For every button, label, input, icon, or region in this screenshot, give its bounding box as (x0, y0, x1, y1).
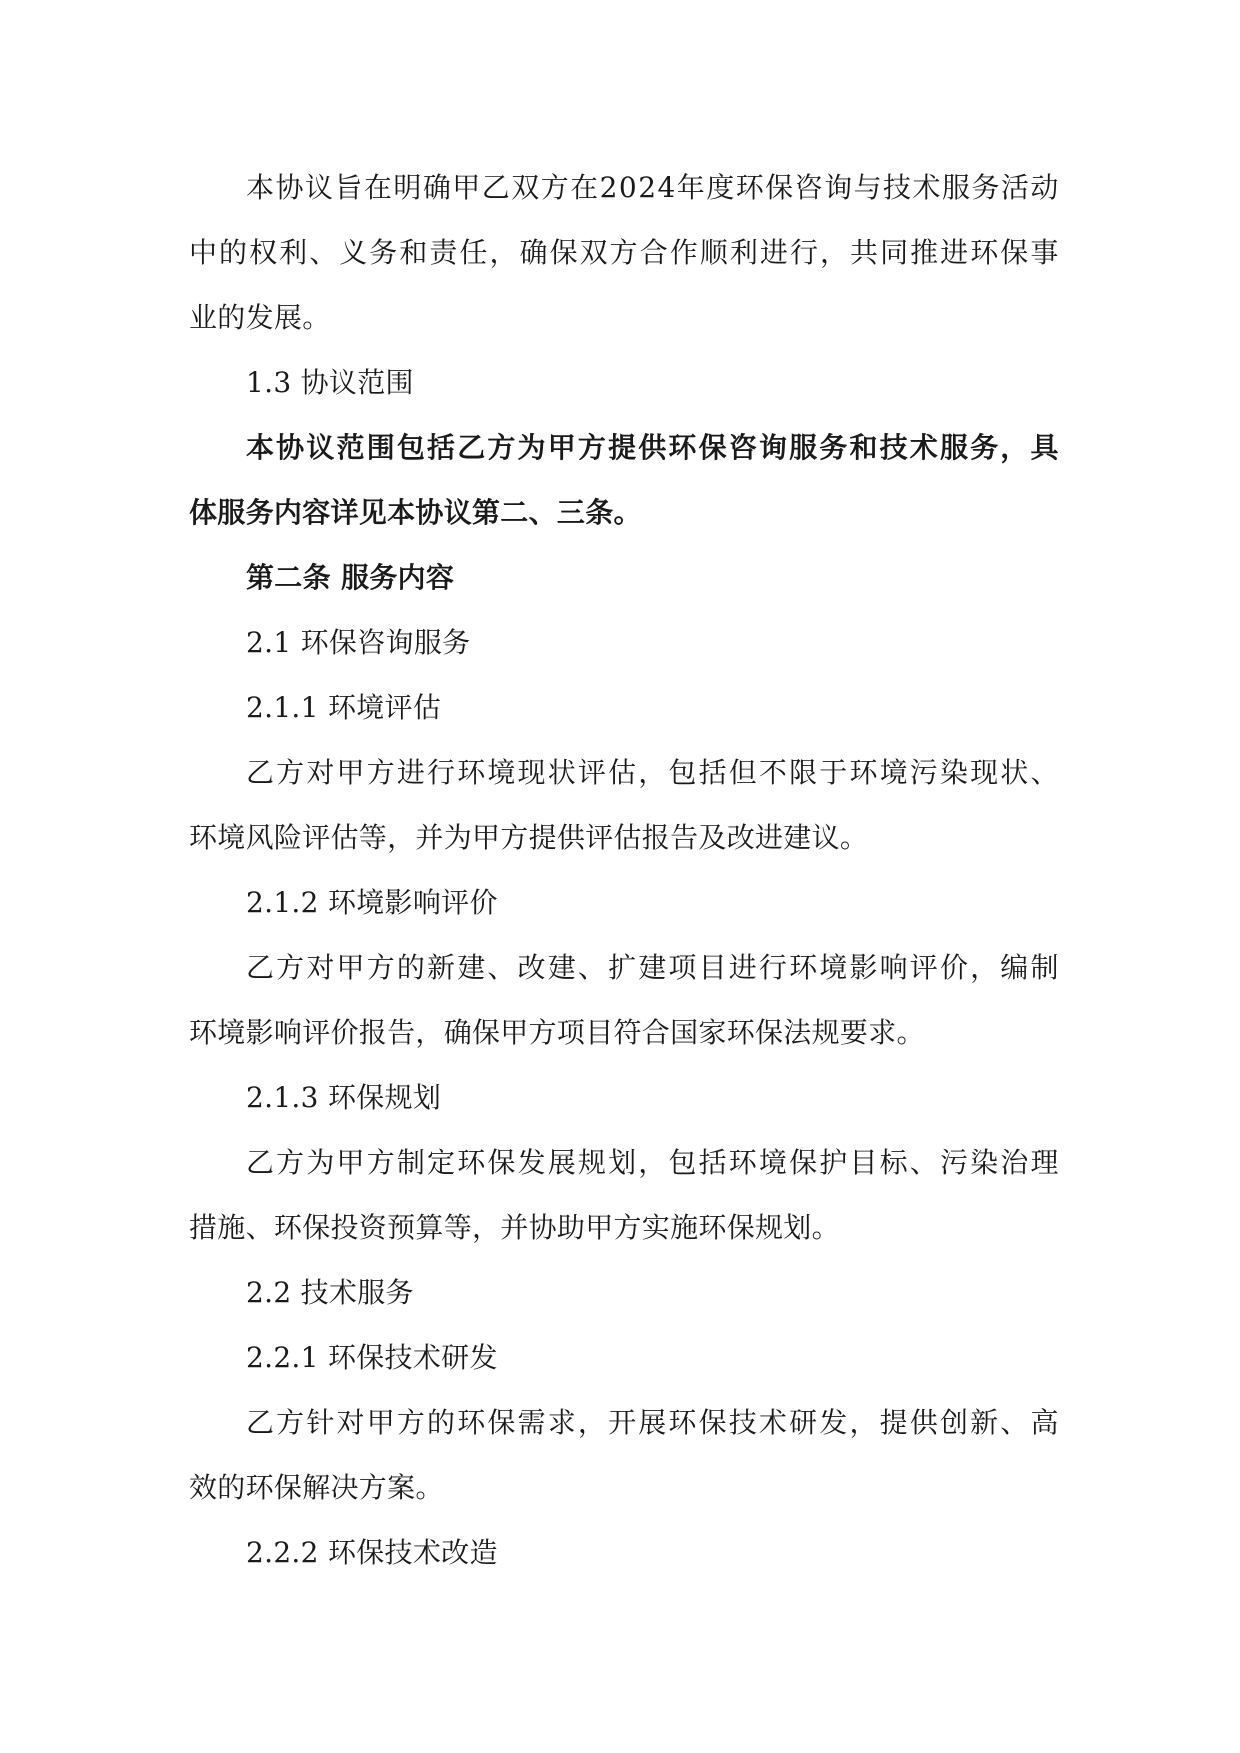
text-line: 2.1 环保咨询服务 (246, 626, 471, 659)
text-line: 环境影响评价报告，确保甲方项目符合国家环保法规要求。 (189, 1016, 925, 1049)
text-line: 1.3 协议范围 (246, 366, 414, 399)
text-line: 2.1.1 环境评估 (246, 691, 442, 724)
text-line: 中 的 权 利 、 义 务 和 责 任 ， 确 保 双 方 合 作 顺 利 进 行 ， 共 同 推 进 环 保 事 (189, 236, 1059, 269)
text-line: 乙 方 为 甲 方 制 定 环 保 发 展 规 划 ， 包 括 环 境 保 护 目 标 、 污 染 治 理 (246, 1146, 1059, 1179)
text-line: 2.2 技术服务 (246, 1276, 414, 1309)
text-line: 体服务内容详见本协议第二、三条。 (189, 496, 642, 529)
text-line: 乙 方 对 甲 方 的 新 建 、 改 建 、 扩 建 项 目 进 行 环 境 影 响 评 价 ， 编 制 (246, 951, 1059, 984)
text-line: 2.2.1 环保技术研发 (246, 1341, 498, 1374)
text-line: 乙 方 对 甲 方 进 行 环 境 现 状 评 估 ， 包 括 但 不 限 于 环 境 污 染 现 状 、 (246, 756, 1059, 789)
text-line: 2.2.2 环保技术改造 (246, 1536, 498, 1569)
text-line: 效的环保解决方案。 (189, 1471, 444, 1504)
text-line: 措施、环保投资预算等，并协助甲方实施环保规划。 (189, 1211, 840, 1244)
text-line: 本 协 议 范 围 包 括 乙 方 为 甲 方 提 供 环 保 咨 询 服 务 和 技 术 服 务 ， 具 (246, 431, 1059, 464)
text-line: 2.1.3 环保规划 (246, 1081, 442, 1114)
text-line: 业的发展。 (189, 301, 331, 334)
document-body (189, 155, 1059, 1585)
text-line: 2.1.2 环境影响评价 (246, 886, 498, 919)
text-line: 环境风险评估等，并为甲方提供评估报告及改进建议。 (189, 821, 869, 854)
text-line: 第二条 服务内容 (246, 561, 455, 594)
text-line: 本 协 议 旨 在 明 确 甲 乙 双 方 在 2 0 2 4 年 度 环 保 咨 询 与 技 术 服 务 活 动 (246, 171, 1059, 204)
text-line: 乙 方 针 对 甲 方 的 环 保 需 求 ， 开 展 环 保 技 术 研 发 ， 提 供 创 新 、 高 (246, 1406, 1059, 1439)
